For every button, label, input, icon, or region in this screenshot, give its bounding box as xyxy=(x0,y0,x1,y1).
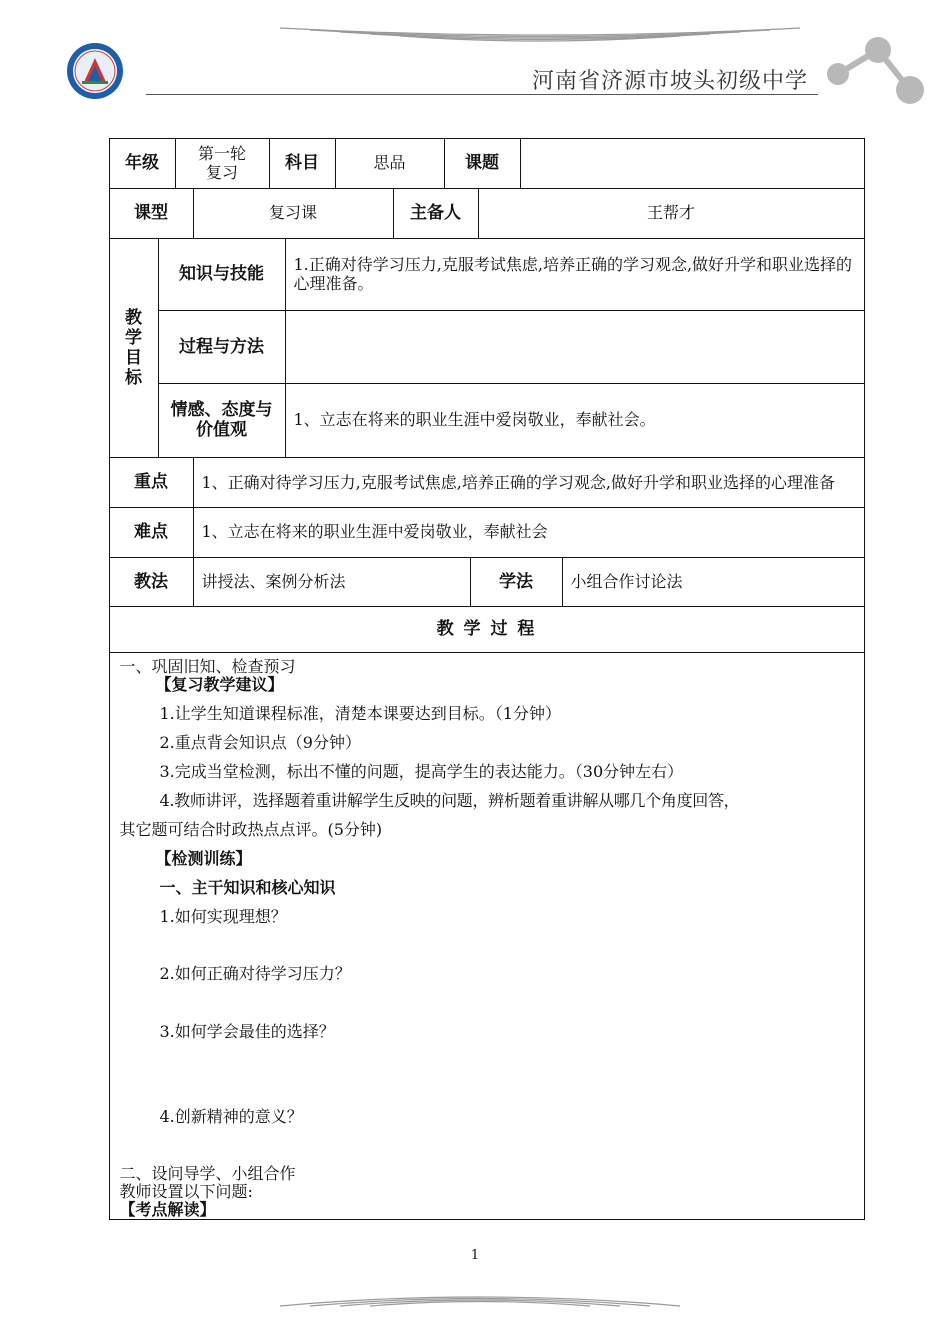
question-1: 1.如何实现理想？ xyxy=(159,906,287,926)
school-name: 河南省济源市坡头初级中学 xyxy=(531,69,808,94)
teaching-process-title: 教 学 过 程 xyxy=(109,606,865,653)
learning-method-label: 学法 xyxy=(470,557,563,607)
footer-swoosh xyxy=(270,1286,690,1310)
page-number: 1 xyxy=(470,1248,480,1263)
section-review: 一、巩固旧知、检查预习 xyxy=(119,656,296,676)
advice-item-4b: 其它题可结合时政热点点评。(5分钟) xyxy=(119,819,383,839)
teaching-goals-label: 教学目标 xyxy=(109,238,159,458)
subject-label: 科目 xyxy=(269,138,336,189)
type-label: 课型 xyxy=(109,188,194,239)
key-point-label: 重点 xyxy=(109,457,194,508)
difficulty-value: 1、立志在将来的职业生涯中爱岗敬业，奉献社会 xyxy=(193,507,865,558)
key-point-value: 1、正确对待学习压力,克服考试焦虑,培养正确的学习观念,做好升学和职业选择的心理准备 xyxy=(193,457,865,508)
question-2: 2.如何正确对待学习压力？ xyxy=(159,963,351,983)
topic-value xyxy=(520,138,865,189)
teacher-questions: 教师设置以下问题: xyxy=(119,1181,253,1201)
difficulty-label: 难点 xyxy=(109,507,194,558)
grade-label: 年级 xyxy=(109,138,176,189)
emotion-values-value: 1、立志在将来的职业生涯中爱岗敬业，奉献社会。 xyxy=(285,383,865,458)
school-logo xyxy=(66,42,124,100)
advice-item-4a: 4.教师讲评，选择题着重讲解学生反映的问题，辨析题着重讲解从哪几个角度回答， xyxy=(159,790,740,810)
drill-title: 【检测训练】 xyxy=(155,848,252,868)
advice-item-3: 3.完成当堂检测，标出不懂的问题，提高学生的表达能力。（30分钟左右） xyxy=(159,761,684,781)
header-swoosh xyxy=(270,24,810,48)
question-4: 4.创新精神的意义？ xyxy=(159,1106,303,1126)
question-3: 3.如何学会最佳的选择？ xyxy=(159,1021,335,1041)
section-guided-study: 二、设问导学、小组合作 xyxy=(119,1163,296,1183)
knowledge-skills-value: 1.正确对待学习压力,克服考试焦虑,培养正确的学习观念,做好升学和职业选择的心理准备。 xyxy=(285,238,865,311)
topic-label: 课题 xyxy=(444,138,521,189)
lesson-plan-table xyxy=(109,138,864,1219)
advice-item-2: 2.重点背会知识点（9分钟） xyxy=(159,732,361,752)
process-methods-value xyxy=(285,310,865,384)
grade-value: 第一轮 复习 xyxy=(175,138,270,189)
core-knowledge-title: 一、主干知识和核心知识 xyxy=(159,877,336,897)
teaching-method-label: 教法 xyxy=(109,557,194,607)
process-methods-label: 过程与方法 xyxy=(158,310,286,384)
teaching-method-value: 讲授法、案例分析法 xyxy=(193,557,471,607)
header-rule xyxy=(146,94,818,95)
exam-points-title: 【考点解读】 xyxy=(119,1199,216,1219)
emotion-values-label: 情感、态度与价值观 xyxy=(158,383,286,458)
type-value: 复习课 xyxy=(193,188,394,239)
advice-title: 【复习教学建议】 xyxy=(155,674,284,694)
subject-value: 思品 xyxy=(335,138,445,189)
preparer-value: 王帮才 xyxy=(478,188,865,239)
preparer-label: 主备人 xyxy=(393,188,479,239)
knowledge-skills-label: 知识与技能 xyxy=(158,238,286,311)
learning-method-value: 小组合作讨论法 xyxy=(562,557,865,607)
advice-item-1: 1.让学生知道课程标准，清楚本课要达到目标。（1分钟） xyxy=(159,703,561,723)
molecule-decoration xyxy=(812,28,932,108)
teaching-process-body xyxy=(109,652,865,1220)
